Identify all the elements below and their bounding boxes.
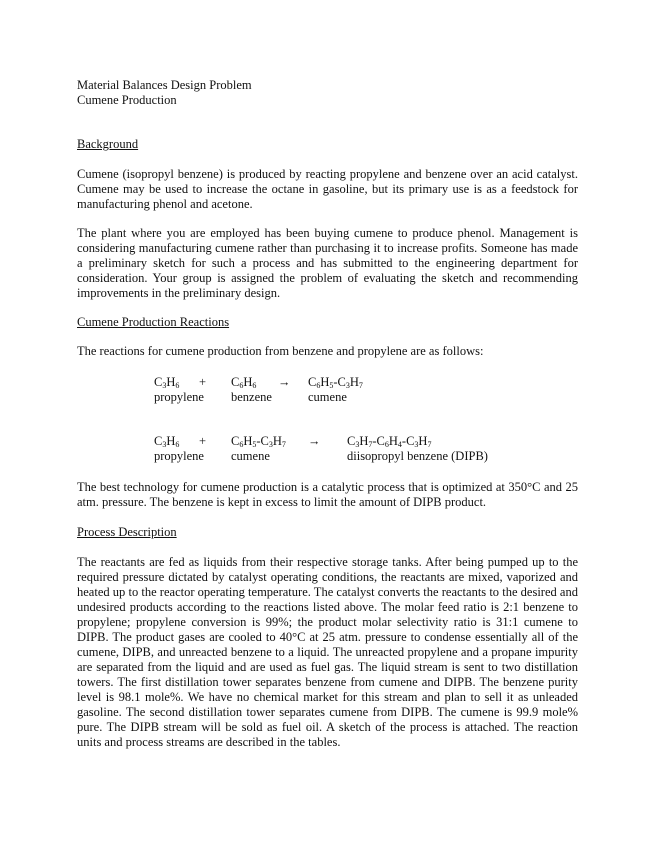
reaction-2-product-name: diisopropyl benzene (DIPB) [347, 449, 488, 463]
reactions-heading: Cumene Production Reactions [77, 315, 230, 329]
reaction-1-reactant-1-name: propylene [154, 390, 204, 404]
reaction-1-reactant-2-name: benzene [231, 390, 272, 404]
reaction-2-reactant-1-formula: $C_3H_6$ [154, 434, 180, 449]
background-paragraph-2: The plant where you are employed has been buying cumene to produce phenol. Management is considering manufacturing cumene rather than purchasing it to increase profits. Someone has made a preliminary sketch for such a process and has submitted to the engineering department for consideration. Your group is assigned the problem of evaluating the sketch and recommending improvements in the preliminary design. [77, 226, 578, 300]
reaction-2-reactant-1-name: propylene [154, 449, 204, 463]
reaction-2-product-formula: $C_3H_7-C_6H_4-C_3H_7$ [347, 434, 432, 449]
document-subtitle: Cumene Production [77, 93, 177, 107]
process-description-paragraph: The reactants are fed as liquids from their respective storage tanks. After being pumped up to the required pressure dictated by catalyst operating conditions, the reactants are mixed, vaporized and heated up to the reactor operating temperature. The catalyst converts the reactants to the desired and undesired products according to the reactions listed above. The molar feed ratio is 2:1 benzene to propylene; propylene conversion is 99%; the product molar selectivity ratio is 31:1 cumene to DIPB. The product gases are cooled to 40°C at 25 atm. pressure to condense essentially all of the cumene, DIPB, and unreacted benzene to a liquid. The unreacted propylene and a propane impurity are separated from the liquid and are used as fuel gas. The liquid stream is sent to two distillation towers. The first distillation tower separates benzene from cumene and DIPB. The benzene purity level is 98.1 mole%. We have no chemical market for this stream and plan to sell it as unleaded gasoline. The second distillation tower separates cumene from DIPB. The cumene is 99.9 mole% pure. The DIPB stream will be sold as fuel oil. A sketch of the process is attached. The reaction units and process streams are described in the tables. [77, 555, 578, 749]
background-heading: Background [77, 137, 139, 151]
reaction-1-product-formula: $C_6H_5-C_3H_7$ [308, 375, 363, 390]
reaction-2-arrow: → [308, 434, 321, 448]
reaction-1-arrow: → [278, 375, 291, 389]
reaction-conditions-paragraph: The best technology for cumene production is a catalytic process that is optimized at 350°C and 25 atm. pressure. The benzene is kept in excess to limit the amount of DIPB product. [77, 480, 578, 509]
background-paragraph-1: Cumene (isopropyl benzene) is produced by reacting propylene and benzene over an acid catalyst. Cumene may be used to increase the octane in gasoline, but its primary use is as a feedstock for manufacturing phenol and acetone. [77, 167, 578, 211]
reaction-1-reactant-2-formula: $C_6H_6$ [231, 375, 257, 390]
reaction-2-plus: + [199, 434, 207, 448]
reaction-2-reactant-2-name: cumene [231, 449, 270, 463]
reaction-1-plus: + [199, 375, 207, 389]
reaction-1-product-name: cumene [308, 390, 347, 404]
document-header [77, 78, 578, 108]
reaction-2-reactant-2-formula: $C_6H_5-C_3H_7$ [231, 434, 286, 449]
document-title: Material Balances Design Problem [77, 78, 252, 92]
reactions-intro: The reactions for cumene production from benzene and propylene are as follows: [77, 344, 484, 358]
process-description-heading: Process Description [77, 525, 177, 539]
reaction-1-reactant-1-formula: $C_3H_6$ [154, 375, 180, 390]
